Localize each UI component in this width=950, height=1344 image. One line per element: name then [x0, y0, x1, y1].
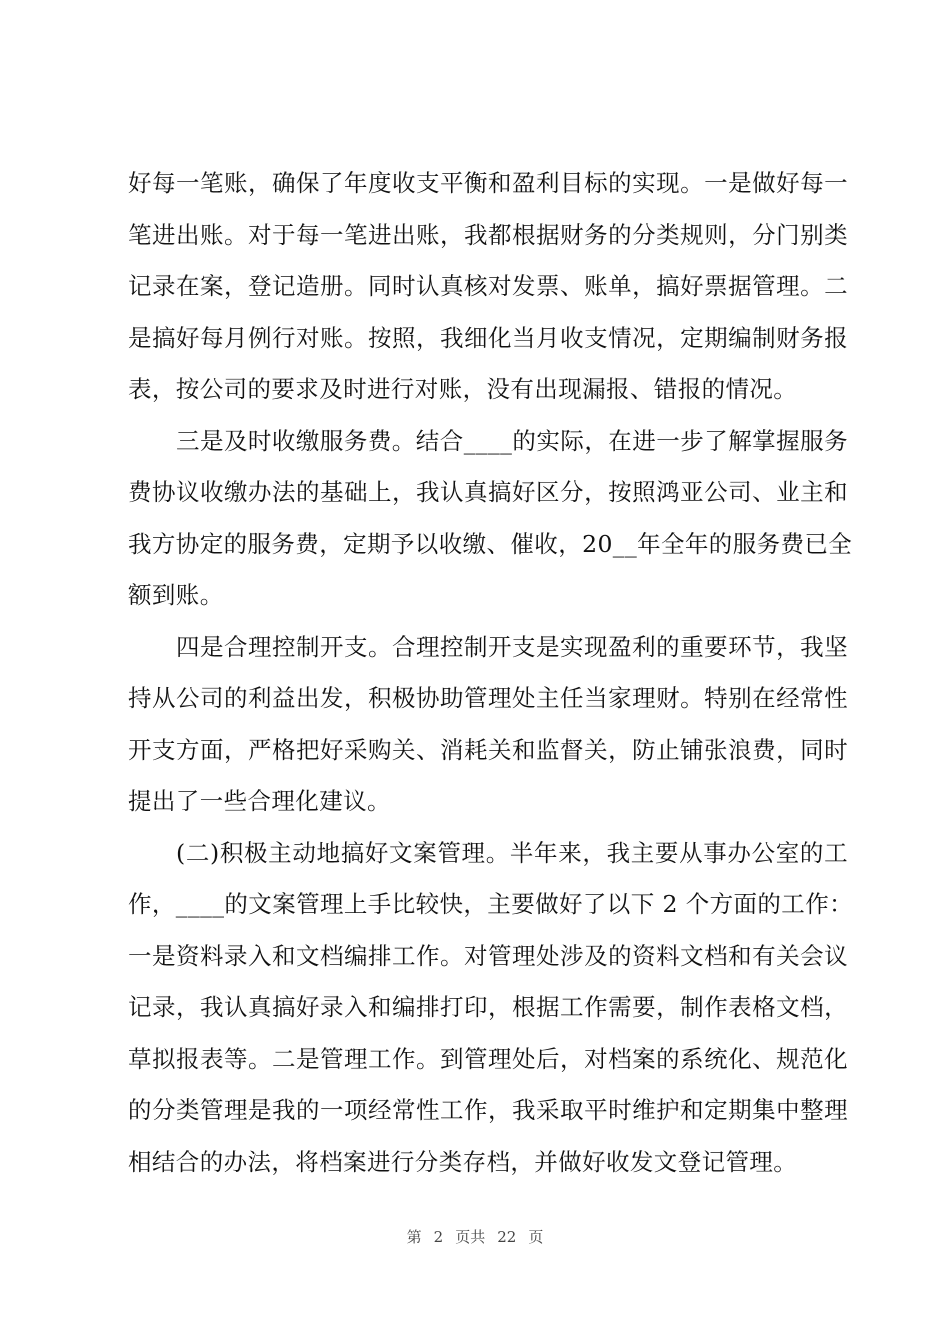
- footer-suffix: 页: [528, 1228, 544, 1246]
- text-line-19: 的分类管理是我的一项经常性工作，我采取平时维护和定期集中整理: [128, 1096, 848, 1124]
- text-line-4: 是搞好每月例行对账。按照，我细化当月收支情况，定期编制财务报: [128, 324, 848, 352]
- text-line-6: 三是及时收缴服务费。结合____的实际，在进一步了解掌握服务: [176, 427, 848, 455]
- footer-middle: 页共: [455, 1228, 486, 1246]
- text-line-5: 表，按公司的要求及时进行对账，没有出现漏报、错报的情况。: [128, 375, 798, 403]
- text-line-8: 我方协定的服务费，定期予以收缴、催收，20__年全年的服务费已全: [128, 530, 853, 558]
- text-line-2: 笔进出账。对于每一笔进出账，我都根据财务的分类规则，分门别类: [128, 221, 848, 249]
- text-line-12: 开支方面，严格把好采购关、消耗关和监督关，防止铺张浪费，同时: [128, 736, 848, 764]
- page-footer: [0, 1226, 950, 1247]
- text-line-9: 额到账。: [128, 581, 224, 609]
- text-line-17: 记录，我认真搞好录入和编排打印，根据工作需要，制作表格文档，: [128, 993, 848, 1021]
- text-line-14: (二)积极主动地搞好文案管理。半年来，我主要从事办公室的工: [176, 839, 848, 867]
- text-line-7: 费协议收缴办法的基础上，我认真搞好区分，按照鸿亚公司、业主和: [128, 478, 848, 506]
- footer-total-pages: 22: [497, 1228, 517, 1246]
- text-line-15: 作，____的文案管理上手比较快，主要做好了以下 2 个方面的工作：: [128, 890, 853, 918]
- text-line-13: 提出了一些合理化建议。: [128, 787, 391, 815]
- text-line-18: 草拟报表等。二是管理工作。到管理处后，对档案的系统化、规范化: [128, 1045, 848, 1073]
- text-line-16: 一是资料录入和文档编排工作。对管理处涉及的资料文档和有关会议: [128, 942, 848, 970]
- footer-current-page: 2: [433, 1228, 444, 1246]
- text-line-1: 好每一笔账，确保了年度收支平衡和盈利目标的实现。一是做好每一: [128, 169, 848, 197]
- text-line-3: 记录在案，登记造册。同时认真核对发票、账单，搞好票据管理。二: [128, 272, 848, 300]
- text-line-10: 四是合理控制开支。合理控制开支是实现盈利的重要环节，我坚: [176, 633, 848, 661]
- footer-prefix: 第: [406, 1228, 422, 1246]
- text-line-11: 持从公司的利益出发，积极协助管理处主任当家理财。特别在经常性: [128, 684, 848, 712]
- text-line-20: 相结合的办法，将档案进行分类存档，并做好收发文登记管理。: [128, 1148, 798, 1176]
